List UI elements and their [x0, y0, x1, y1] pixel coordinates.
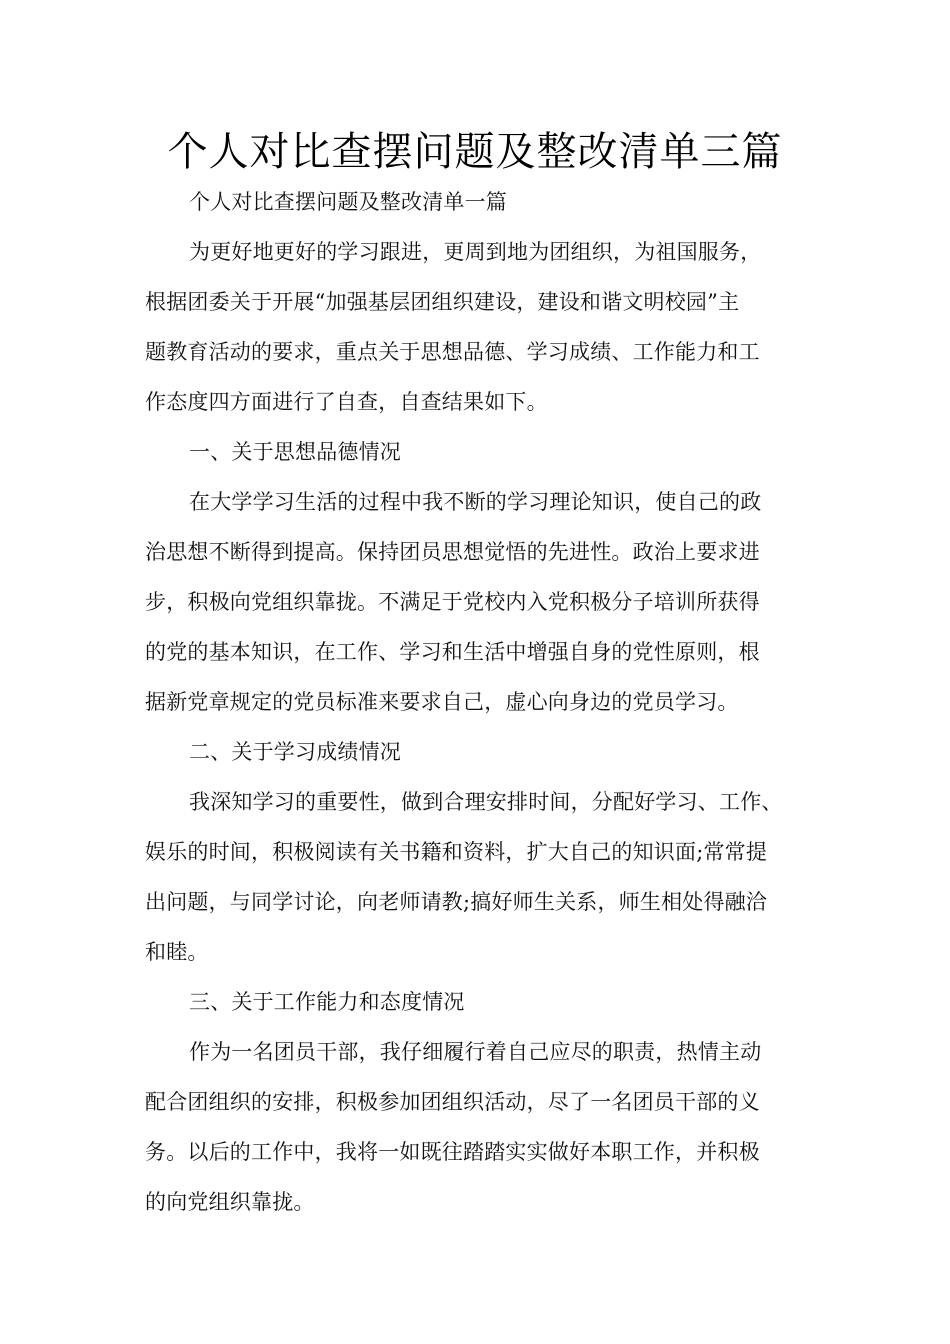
- paragraph-line: 娱乐的时间，积极阅读有关书籍和资料，扩大自己的知识面;常常提: [145, 840, 768, 864]
- paragraph-line: 务。以后的工作中，我将一如既往踏踏实实做好本职工作，并积极: [145, 1140, 760, 1164]
- section-heading: 三、关于工作能力和态度情况: [189, 990, 465, 1014]
- intro-line: 题教育活动的要求，重点关于思想品德、学习成绩、工作能力和工: [145, 340, 760, 364]
- intro-line: 根据团委关于开展“加强基层团组织建设，建设和谐文明校园”主: [145, 290, 740, 314]
- paragraph-line: 出问题，与同学讨论，向老师请教;搞好师生关系，师生相处得融洽: [145, 890, 768, 914]
- section-heading: 二、关于学习成绩情况: [189, 740, 401, 764]
- intro-line: 为更好地更好的学习跟进，更周到地为团组织，为祖国服务，: [189, 240, 762, 264]
- intro-line: 作态度四方面进行了自查，自查结果如下。: [145, 390, 548, 414]
- paragraph-line: 的党的基本知识，在工作、学习和生活中增强自身的党性原则，根: [145, 640, 760, 664]
- document-body: [145, 177, 817, 1227]
- paragraph-line: 配合团组织的安排，积极参加团组织活动，尽了一名团员干部的义: [145, 1090, 760, 1114]
- paragraph-line: 作为一名团员干部，我仔细履行着自己应尽的职责，热情主动: [189, 1040, 762, 1064]
- paragraph-line: 治思想不断得到提高。保持团员思想觉悟的先进性。政治上要求进: [145, 540, 760, 564]
- subtitle: 个人对比查摆问题及整改清单一篇: [189, 190, 507, 214]
- paragraph-line: 据新党章规定的党员标准来要求自己，虚心向身边的党员学习。: [145, 690, 739, 714]
- paragraph-line: 步，积极向党组织靠拢。不满足于党校内入党积极分子培训所获得: [145, 590, 760, 614]
- paragraph-line: 在大学学习生活的过程中我不断的学习理论知识，使自己的政: [189, 490, 762, 514]
- paragraph-line: 我深知学习的重要性，做到合理安排时间，分配好学习、工作、: [189, 790, 783, 814]
- paragraph-line: 的向党组织靠拢。: [145, 1190, 315, 1214]
- section-heading: 一、关于思想品德情况: [189, 440, 401, 464]
- paragraph-line: 和睦。: [145, 940, 209, 964]
- document-title: 个人对比查摆问题及整改清单三篇: [167, 129, 783, 175]
